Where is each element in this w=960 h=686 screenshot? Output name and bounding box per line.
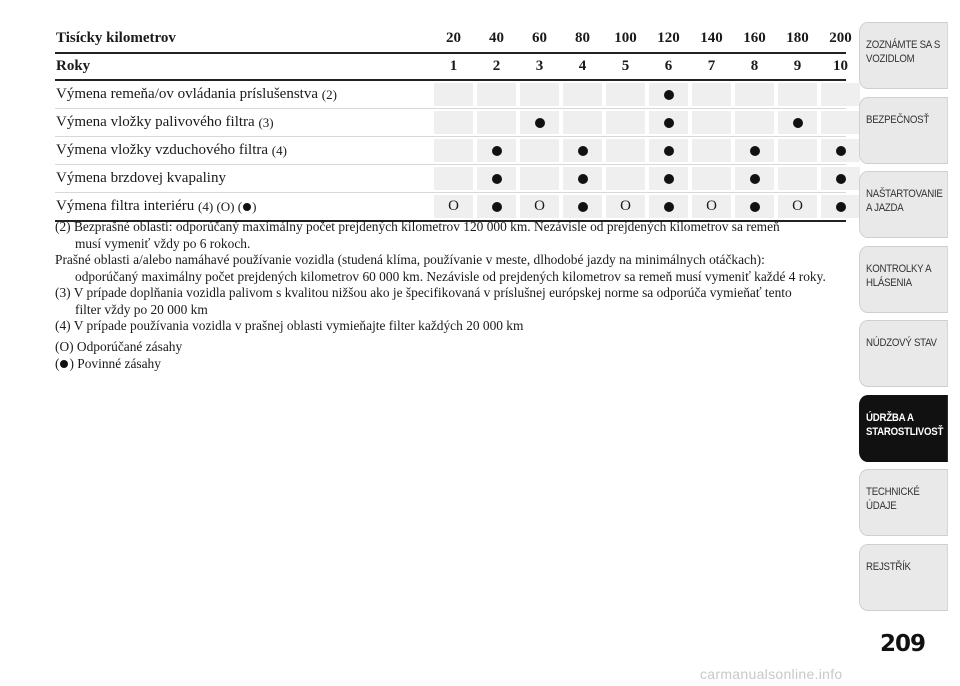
year-header-cell: 5 <box>621 58 630 74</box>
chapter-tab[interactable]: BEZPEČNOSŤ <box>859 97 948 164</box>
recommended-mark: O <box>620 198 631 214</box>
schedule-cell <box>778 139 817 162</box>
legend-recommended: (O) Odporúčané zásahy <box>55 338 183 354</box>
maintenance-schedule-table <box>55 25 852 222</box>
mandatory-dot-icon <box>664 90 674 100</box>
year-header-cell: 7 <box>707 58 716 74</box>
legend-mandatory <box>55 355 855 372</box>
years-header-label: Roky <box>56 58 91 74</box>
row-label <box>55 81 430 108</box>
schedule-cell <box>434 139 473 162</box>
schedule-cell <box>649 139 688 162</box>
footnote-lead: (2) Bezprašné oblasti: odporúčaný maximálny počet prejdených kilometrov 120 000 km. Nezávisle od prejdených kilometrov sa remeň <box>55 219 780 234</box>
footnote-lead: (3) V prípade doplňania vozidla palivom s kvalitou nižšou ako je špecifikovaná v príslušnej európskej norme sa odporúča vymieňať tento <box>55 285 792 300</box>
table-row <box>55 137 846 165</box>
schedule-cell <box>649 195 688 218</box>
schedule-cell <box>563 139 602 162</box>
schedule-cell <box>735 167 774 190</box>
row-label-text: Výmena filtra interiéru <box>56 198 195 214</box>
mandatory-dot-icon <box>492 202 502 212</box>
schedule-cell <box>821 139 860 162</box>
schedule-cell <box>735 83 774 106</box>
recommended-mark: O <box>448 198 459 214</box>
legend-mandatory-text: ) Povinné zásahy <box>69 355 161 371</box>
schedule-cell <box>692 139 731 162</box>
table-row <box>55 109 846 137</box>
schedule-cell <box>821 167 860 190</box>
table-header-row <box>55 25 852 54</box>
row-label-text: Výmena remeňa/ov ovládania príslušenstva <box>56 86 319 102</box>
row-label <box>55 109 430 136</box>
mandatory-dot-icon <box>60 360 68 368</box>
watermark: carmanualsonline.info <box>700 666 843 682</box>
row-note-ref: (4) (O) ( <box>198 198 243 214</box>
schedule-cell <box>692 195 731 218</box>
schedule-cell <box>606 111 645 134</box>
row-label-text: Výmena vložky vzduchového filtra <box>56 142 269 158</box>
schedule-cell <box>821 111 860 134</box>
km-header-cell: 20 <box>446 30 461 46</box>
schedule-cell <box>477 111 516 134</box>
year-header-cell: 2 <box>492 58 501 74</box>
chapter-tab[interactable]: REJSTŘÍK <box>859 544 948 611</box>
km-header-cell: 40 <box>489 30 504 46</box>
mandatory-dot-icon <box>535 118 545 128</box>
table-row <box>55 81 846 109</box>
schedule-cell <box>606 139 645 162</box>
schedule-cell <box>477 83 516 106</box>
row-note-tail: ) <box>252 198 257 214</box>
km-header-cell: 120 <box>657 30 680 46</box>
footnote-continuation: musí vymeniť vždy po 6 rokoch. <box>75 235 251 251</box>
km-header-cell: 180 <box>786 30 809 46</box>
schedule-cell <box>778 167 817 190</box>
chapter-tab[interactable]: TECHNICKÉ ÚDAJE <box>859 469 948 536</box>
table-row <box>55 165 846 193</box>
row-label <box>55 165 430 192</box>
schedule-cell <box>649 167 688 190</box>
mandatory-dot-icon <box>664 118 674 128</box>
recommended-mark: O <box>792 198 803 214</box>
schedule-cell <box>606 195 645 218</box>
schedule-cell <box>649 83 688 106</box>
km-header-cell: 200 <box>829 30 852 46</box>
schedule-cell <box>692 111 731 134</box>
row-note-ref: (2) <box>321 86 337 102</box>
mandatory-dot-icon <box>578 174 588 184</box>
table-row <box>55 193 846 222</box>
mandatory-dot-icon <box>243 203 251 211</box>
km-header-label: Tisícky kilometrov <box>56 30 176 46</box>
mandatory-dot-icon <box>836 174 846 184</box>
footnotes <box>55 219 855 372</box>
row-note-ref: (3) <box>258 114 274 130</box>
schedule-cell <box>778 195 817 218</box>
mandatory-dot-icon <box>492 146 502 156</box>
table-years-row <box>55 54 846 81</box>
year-header-cell: 3 <box>535 58 544 74</box>
schedule-cell <box>477 195 516 218</box>
mandatory-dot-icon <box>750 174 760 184</box>
schedule-cell <box>821 83 860 106</box>
schedule-cell <box>735 139 774 162</box>
year-header-cell: 4 <box>578 58 587 74</box>
footnote <box>55 285 855 318</box>
recommended-mark: O <box>706 198 717 214</box>
schedule-cell <box>563 83 602 106</box>
chapter-tab[interactable]: ZOZNÁMTE SA S VOZIDLOM <box>859 22 948 89</box>
row-label-text: Výmena vložky palivového filtra <box>56 114 255 130</box>
mandatory-dot-icon <box>836 202 846 212</box>
schedule-cell <box>692 167 731 190</box>
mandatory-dot-icon <box>664 146 674 156</box>
schedule-cell <box>778 83 817 106</box>
schedule-cell <box>821 195 860 218</box>
footnote <box>55 252 855 285</box>
mandatory-dot-icon <box>492 174 502 184</box>
recommended-mark: O <box>534 198 545 214</box>
page-number: 209 <box>880 631 926 657</box>
schedule-cell <box>520 83 559 106</box>
legend <box>55 338 855 372</box>
schedule-cell <box>735 195 774 218</box>
schedule-cell <box>778 111 817 134</box>
schedule-cell <box>434 111 473 134</box>
schedule-cell <box>692 83 731 106</box>
footnote <box>55 219 855 252</box>
row-label-text: Výmena brzdovej kvapaliny <box>56 170 226 186</box>
year-header-cell: 10 <box>833 58 848 74</box>
row-label <box>55 137 430 164</box>
schedule-cell <box>563 111 602 134</box>
schedule-cell <box>649 111 688 134</box>
chapter-tab[interactable]: NAŠTARTOVANIE A JAZDA <box>859 171 948 238</box>
mandatory-dot-icon <box>750 146 760 156</box>
year-header-cell: 8 <box>750 58 759 74</box>
chapter-tab[interactable]: NÚDZOVÝ STAV <box>859 320 948 387</box>
mandatory-dot-icon <box>793 118 803 128</box>
mandatory-dot-icon <box>578 202 588 212</box>
schedule-cell <box>434 167 473 190</box>
schedule-cell <box>735 111 774 134</box>
footnote-continuation: odporúčaný maximálny počet prejdených kilometrov 60 000 km. Nezávisle od prejdených kilometrov sa remeň musí vymeniť každé 4 roky. <box>75 268 826 284</box>
footnote-lead: Prašné oblasti a/alebo namáhavé používanie vozidla (studená klíma, používanie v meste, dlhodobé jazdy na minimálnych otáčkach): <box>55 252 765 267</box>
schedule-cell <box>520 111 559 134</box>
footnote-continuation: filter vždy po 20 000 km <box>75 301 208 317</box>
mandatory-dot-icon <box>836 146 846 156</box>
footnote <box>55 318 855 335</box>
schedule-cell <box>606 83 645 106</box>
km-header-cell: 140 <box>700 30 723 46</box>
schedule-cell <box>434 195 473 218</box>
year-header-cell: 6 <box>664 58 673 74</box>
schedule-cell <box>434 83 473 106</box>
chapter-tab[interactable]: ÚDRŽBA A STAROSTLIVOSŤ <box>859 395 948 462</box>
schedule-cell <box>563 195 602 218</box>
chapter-tab[interactable]: KONTROLKY A HLÁSENIA <box>859 246 948 313</box>
km-header-cell: 60 <box>532 30 547 46</box>
schedule-cell <box>520 139 559 162</box>
mandatory-dot-icon <box>750 202 760 212</box>
mandatory-dot-icon <box>664 174 674 184</box>
schedule-cell <box>520 167 559 190</box>
schedule-cell <box>477 167 516 190</box>
km-header-cell: 160 <box>743 30 766 46</box>
mandatory-dot-icon <box>578 146 588 156</box>
schedule-cell <box>606 167 645 190</box>
schedule-cell <box>520 195 559 218</box>
footnote-lead: (4) V prípade používania vozidla v prašnej oblasti vymieňajte filter každých 20 000 km <box>55 318 524 333</box>
legend-mandatory-open: ( <box>55 355 60 371</box>
mandatory-dot-icon <box>664 202 674 212</box>
row-label <box>55 193 430 220</box>
year-header-cell: 1 <box>449 58 458 74</box>
row-note-ref: (4) <box>271 142 287 158</box>
schedule-cell <box>563 167 602 190</box>
km-header-cell: 80 <box>575 30 590 46</box>
schedule-cell <box>477 139 516 162</box>
km-header-cell: 100 <box>614 30 637 46</box>
year-header-cell: 9 <box>793 58 802 74</box>
